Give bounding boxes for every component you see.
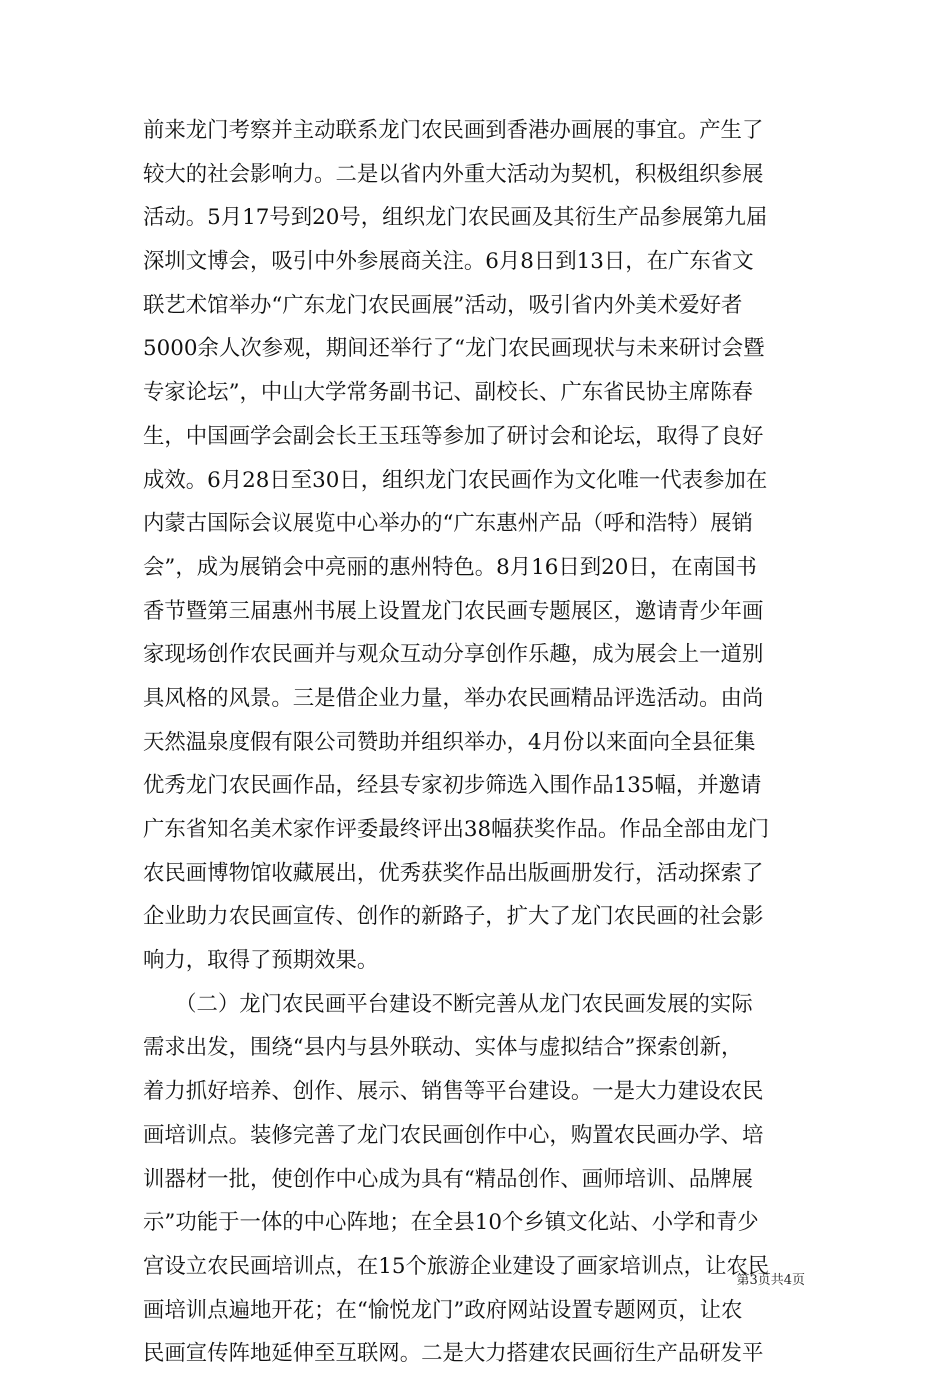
text-line: 需求出发，围绕“县内与县外联动、实体与虚拟结合”探索创新， bbox=[143, 1035, 743, 1061]
text-line: 成效。6月28日至30日，组织龙门农民画作为文化唯一代表参加在 bbox=[143, 467, 768, 493]
text-line: 生，中国画学会副会长王玉珏等参加了研讨会和论坛，取得了良好 bbox=[143, 423, 764, 449]
text-line: 深圳文博会，吸引中外参展商关注。6月8日到13日，在广东省文 bbox=[143, 249, 754, 275]
text-line: 着力抓好培养、创作、展示、销售等平台建设。一是大力建设农民 bbox=[143, 1079, 764, 1105]
body-text bbox=[143, 109, 823, 1376]
text-line: 画培训点。装修完善了龙门农民画创作中心，购置农民画办学、培 bbox=[143, 1122, 764, 1148]
text-line: 农民画博物馆收藏展出，优秀获奖作品出版画册发行，活动探索了 bbox=[143, 860, 764, 886]
text-line: 活动。5月17号到20号，组织龙门农民画及其衍生产品参展第九届 bbox=[143, 205, 768, 231]
text-line: 示”功能于一体的中心阵地；在全县10个乡镇文化站、小学和青少 bbox=[143, 1210, 759, 1236]
text-line: 宫设立农民画培训点，在15个旅游企业建设了画家培训点，让农民 bbox=[143, 1253, 770, 1279]
text-line: 联艺术馆举办“广东龙门农民画展”活动，吸引省内外美术爱好者 bbox=[143, 292, 743, 318]
text-line: 专家论坛”，中山大学常务副书记、副校长、广东省民协主席陈春 bbox=[143, 380, 753, 406]
text-line: 天然温泉度假有限公司赞助并组织举办，4月份以来面向全县征集 bbox=[143, 729, 756, 755]
text-line: 具风格的风景。三是借企业力量，举办农民画精品评选活动。由尚 bbox=[143, 685, 764, 711]
text-line: 民画宣传阵地延伸至互联网。二是大力搭建农民画衍生产品研发平 bbox=[143, 1341, 764, 1367]
text-line: 画培训点遍地开花；在“愉悦龙门”政府网站设置专题网页，让农 bbox=[143, 1297, 743, 1323]
text-line: 优秀龙门农民画作品，经县专家初步筛选入围作品135幅，并邀请 bbox=[143, 773, 762, 799]
text-line: 企业助力农民画宣传、创作的新路子，扩大了龙门农民画的社会影 bbox=[143, 904, 764, 930]
text-line: 会”，成为展销会中亮丽的惠州特色。8月16日到20日，在南国书 bbox=[143, 554, 757, 580]
text-line: 内蒙古国际会议展览中心举办的“广东惠州产品（呼和浩特）展销 bbox=[143, 511, 753, 537]
text-line: 响力，取得了预期效果。 bbox=[143, 948, 379, 974]
text-line: 5000余人次参观，期间还举行了“龙门农民画现状与未来研讨会暨 bbox=[143, 336, 765, 362]
text-line: 训器材一批，使创作中心成为具有“精品创作、画师培训、品牌展 bbox=[143, 1166, 753, 1192]
page-number: 第3页共4页 bbox=[736, 1273, 805, 1288]
text-line: 广东省知名美术家作评委最终评出38幅获奖作品。作品全部由龙门 bbox=[143, 817, 770, 842]
text-line: 家现场创作农民画并与观众互动分享创作乐趣，成为展会上一道别 bbox=[143, 642, 764, 668]
text-line: （二）龙门农民画平台建设不断完善从龙门农民画发展的实际 bbox=[143, 991, 753, 1017]
text-line: 前来龙门考察并主动联系龙门农民画到香港办画展的事宜。产生了 bbox=[143, 118, 764, 143]
text-line: 香节暨第三届惠州书展上设置龙门农民画专题展区，邀请青少年画 bbox=[143, 598, 764, 624]
text-line: 较大的社会影响力。二是以省内外重大活动为契机，积极组织参展 bbox=[143, 161, 764, 187]
